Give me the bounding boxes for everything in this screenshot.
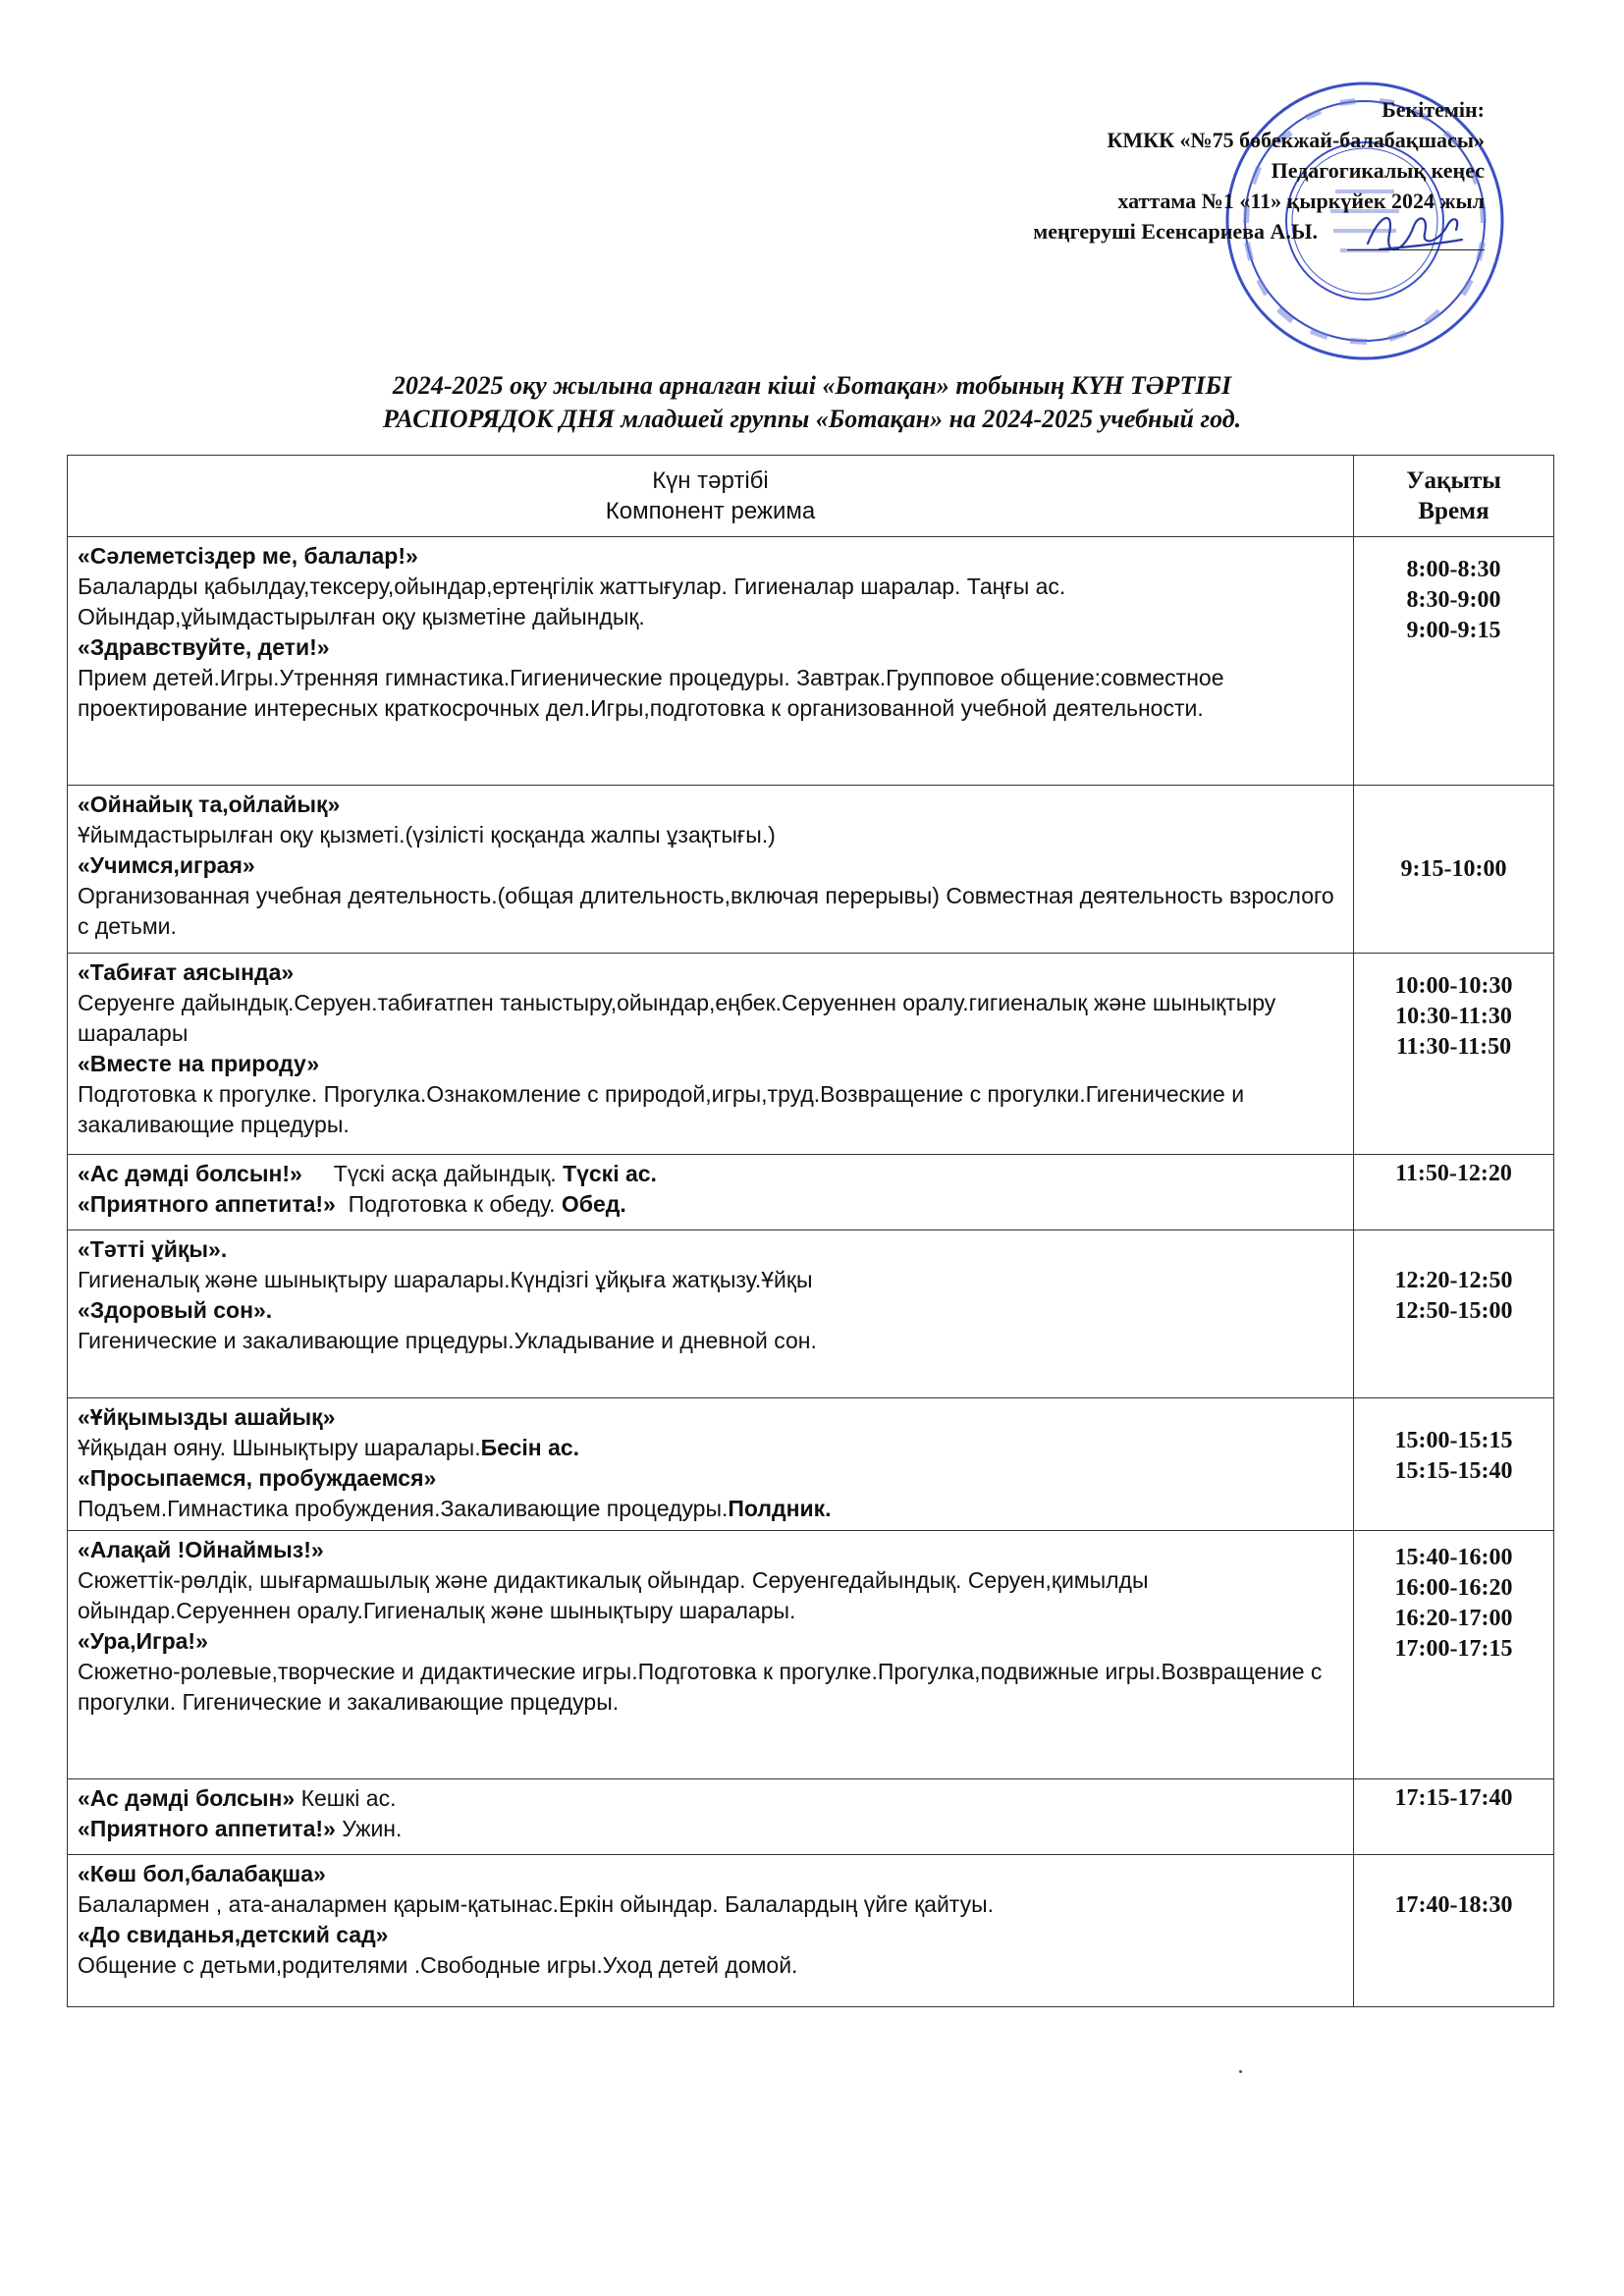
activity-heading-kk: «Сәлеметсіздер ме, балалар!»: [78, 543, 418, 569]
activity-text-ru: Подготовка к прогулке. Прогулка.Ознакомление с природой,игры,труд.Возвращение с прогулки.Гигенические и закаливающие прцедуры.: [78, 1081, 1245, 1137]
time-slot: 10:00-10:30: [1394, 973, 1513, 999]
activity-text-ru: Организованная учебная деятельность.(общая длительность,включая перерывы) Совместная деятельность взрослого с детьми.: [78, 883, 1334, 939]
activity-text-ru: Общение с детьми,родителями .Свободные игры.Уход детей домой.: [78, 1952, 798, 1978]
activity-meal-kk: Бесін ас.: [480, 1435, 580, 1460]
activity-heading-ru: «Вместе на природу»: [78, 1051, 320, 1076]
time-slot: 17:15-17:40: [1394, 1785, 1513, 1811]
time-slot: 10:30-11:30: [1395, 1004, 1512, 1029]
table-row: [68, 537, 1554, 786]
activity-cell: [68, 1779, 1354, 1855]
document-title-ru: РАСПОРЯДОК ДНЯ младшей группы «Ботақан» на 2024-2025 учебный год.: [382, 405, 1242, 433]
time-slot: 17:40-18:30: [1394, 1892, 1513, 1918]
activity-heading-kk: «Ойнайық та,ойлайық»: [78, 792, 341, 817]
table-row: [68, 786, 1554, 954]
approval-line-5: меңгеруші Есенсариева А.Ы.: [1033, 219, 1318, 244]
activity-text-ru: Ужин.: [342, 1816, 403, 1841]
approval-line-1: Бекітемін:: [1381, 97, 1485, 122]
activity-text-ru: Подъем.Гимнастика пробуждения.Закаливающие процедуры.: [78, 1496, 729, 1521]
activity-heading-ru: «Здоровый сон».: [78, 1297, 273, 1323]
table-header-row: [68, 456, 1554, 537]
time-slot: 12:50-15:00: [1394, 1298, 1513, 1324]
activity-heading-kk: «Ұйқымызды ашайық»: [78, 1404, 336, 1430]
activity-text-ru: Гигенические и закаливающие прцедуры.Укладывание и дневной сон.: [78, 1328, 817, 1353]
table-row: [68, 1398, 1554, 1531]
approval-line-3: Педагогикалық кеңес: [1271, 158, 1485, 183]
activity-cell: [68, 1155, 1354, 1230]
time-cell: [1354, 954, 1554, 1155]
activity-text-kk: Гигиеналық және шынықтыру шаралары.Күндізгі ұйқыға жатқызу.Ұйқы: [78, 1267, 813, 1292]
header-component: [68, 456, 1354, 537]
activity-heading-ru: «Приятного аппетита!»: [78, 1816, 336, 1841]
activity-text-kk: Балаларды қабылдау,тексеру,ойындар,ертеңгілік жаттығулар. Гигиеналар шаралар. Таңғы ас. Ойындар,ұйымдастырылған оқу қызметіне дайындық.: [78, 574, 1066, 629]
time-slot: 16:00-16:20: [1394, 1575, 1513, 1601]
header-component-kk: Күн тәртібі: [652, 467, 769, 494]
time-slot: 9:15-10:00: [1400, 855, 1507, 882]
activity-cell: [68, 786, 1354, 954]
activity-text-ru: Подготовка к обеду.: [348, 1191, 556, 1217]
table-row: [68, 1230, 1554, 1398]
activity-text-kk: Серуенге дайындық.Серуен.табиғатпен таныстыру,ойындар,еңбек.Серуеннен оралу.гигиеналық және шынықтыру шаралары: [78, 990, 1276, 1046]
time-slot: 11:30-11:50: [1395, 1034, 1512, 1060]
time-cell: [1354, 1230, 1554, 1398]
approval-block: [1033, 94, 1485, 246]
activity-cell: [68, 1230, 1354, 1398]
time-slot: 16:20-17:00: [1394, 1606, 1513, 1631]
header-time-kk: Уақыты: [1406, 467, 1501, 494]
table-row: [68, 954, 1554, 1155]
time-slot: 15:00-15:15: [1394, 1428, 1513, 1453]
time-slot: 11:50-12:20: [1395, 1161, 1512, 1186]
activity-text-ru: Прием детей.Игры.Утренняя гимнастика.Гигиенические процедуры. Завтрак.Групповое общение:совместное проектирование интересных краткосрочных дел.Игры,подготовка к организованной учебной деятельности.: [78, 665, 1224, 721]
time-slot: 15:15-15:40: [1394, 1458, 1513, 1484]
time-cell: [1354, 1855, 1554, 2007]
activity-cell: [68, 537, 1354, 786]
time-cell: [1354, 1531, 1554, 1779]
time-slot: 15:40-16:00: [1394, 1545, 1513, 1570]
header-component-ru: Компонент режима: [605, 498, 816, 524]
table-row: [68, 1779, 1554, 1855]
activity-heading-ru: «До свиданья,детский сад»: [78, 1922, 389, 1947]
activity-cell: [68, 954, 1354, 1155]
time-slot: 8:00-8:30: [1406, 557, 1501, 582]
activity-cell: [68, 1855, 1354, 2007]
activity-text-kk: Сюжеттік-рөлдік, шығармашылық және дидактикалық ойындар. Серуенгедайындық. Серуен,қимылды ойындар.Серуеннен оралу.Гигиеналық және шынықтыру шаралары.: [78, 1567, 1149, 1623]
activity-heading-ru: «Приятного аппетита!»: [78, 1191, 336, 1217]
activity-meal-ru: Обед.: [561, 1191, 626, 1217]
document-title-kk: 2024-2025 оқу жылына арналған кіші «Ботақан» тобының КҮН ТӘРТІБІ: [392, 371, 1232, 400]
activity-heading-kk: «Ас дәмді болсын!»: [78, 1161, 302, 1186]
time-slot: 17:00-17:15: [1394, 1636, 1513, 1662]
activity-text-ru: Сюжетно-ролевые,творческие и дидактические игры.Подготовка к прогулке.Прогулка,подвижные игры.Возвращение с прогулки. Гигенические и закаливающие прцедуры.: [78, 1659, 1323, 1715]
approval-line-4: хаттама №1 «11» қыркүйек 2024 жыл: [1117, 189, 1485, 213]
table-row: [68, 1855, 1554, 2007]
approval-line-2: КМКК «№75 бөбекжай-балабақшасы»: [1107, 128, 1485, 152]
activity-text-kk: Кешкі ас.: [300, 1785, 397, 1811]
activity-meal-kk: Түскі ас.: [563, 1161, 657, 1186]
header-time: [1354, 456, 1554, 537]
activity-heading-ru: «Просыпаемся, пробуждаемся»: [78, 1465, 437, 1491]
activity-heading-ru: «Учимся,играя»: [78, 852, 255, 878]
time-slot: 9:00-9:15: [1406, 618, 1501, 643]
activity-text-kk: Ұйқыдан ояну. Шынықтыру шаралары.: [78, 1435, 481, 1460]
table-row: [68, 1531, 1554, 1779]
schedule-table: [67, 455, 1554, 2007]
time-slot: 8:30-9:00: [1406, 587, 1501, 613]
scan-speck: [1239, 2070, 1242, 2073]
time-cell: [1354, 786, 1554, 954]
activity-cell: [68, 1398, 1354, 1531]
time-slot: 12:20-12:50: [1394, 1268, 1513, 1293]
time-cell: [1354, 1155, 1554, 1230]
signature-line: [1347, 249, 1485, 250]
activity-meal-ru: Полдник.: [728, 1496, 832, 1521]
activity-heading-ru: «Ура,Игра!»: [78, 1628, 208, 1654]
activity-cell: [68, 1531, 1354, 1779]
activity-heading-ru: «Здравствуйте, дети!»: [78, 634, 330, 660]
activity-text-kk: Ұйымдастырылған оқу қызметі.(үзілісті қосқанда жалпы ұзақтығы.): [78, 822, 776, 847]
activity-text-kk: Балалармен , ата-аналармен қарым-қатынас.Еркін ойындар. Балалардың үйге қайтуы.: [78, 1891, 995, 1917]
header-time-ru: Время: [1418, 498, 1489, 524]
table-row: [68, 1155, 1554, 1230]
activity-heading-kk: «Ас дәмді болсын»: [78, 1785, 296, 1811]
activity-text-kk: Түскі асқа дайындық.: [333, 1161, 557, 1186]
time-cell: [1354, 537, 1554, 786]
activity-heading-kk: «Табиғат аясында»: [78, 959, 295, 985]
time-cell: [1354, 1398, 1554, 1531]
time-cell: [1354, 1779, 1554, 1855]
activity-heading-kk: «Көш бол,балабақша»: [78, 1861, 326, 1886]
activity-heading-kk: «Тәтті ұйқы».: [78, 1236, 228, 1262]
activity-heading-kk: «Алақай !Ойнаймыз!»: [78, 1537, 324, 1562]
